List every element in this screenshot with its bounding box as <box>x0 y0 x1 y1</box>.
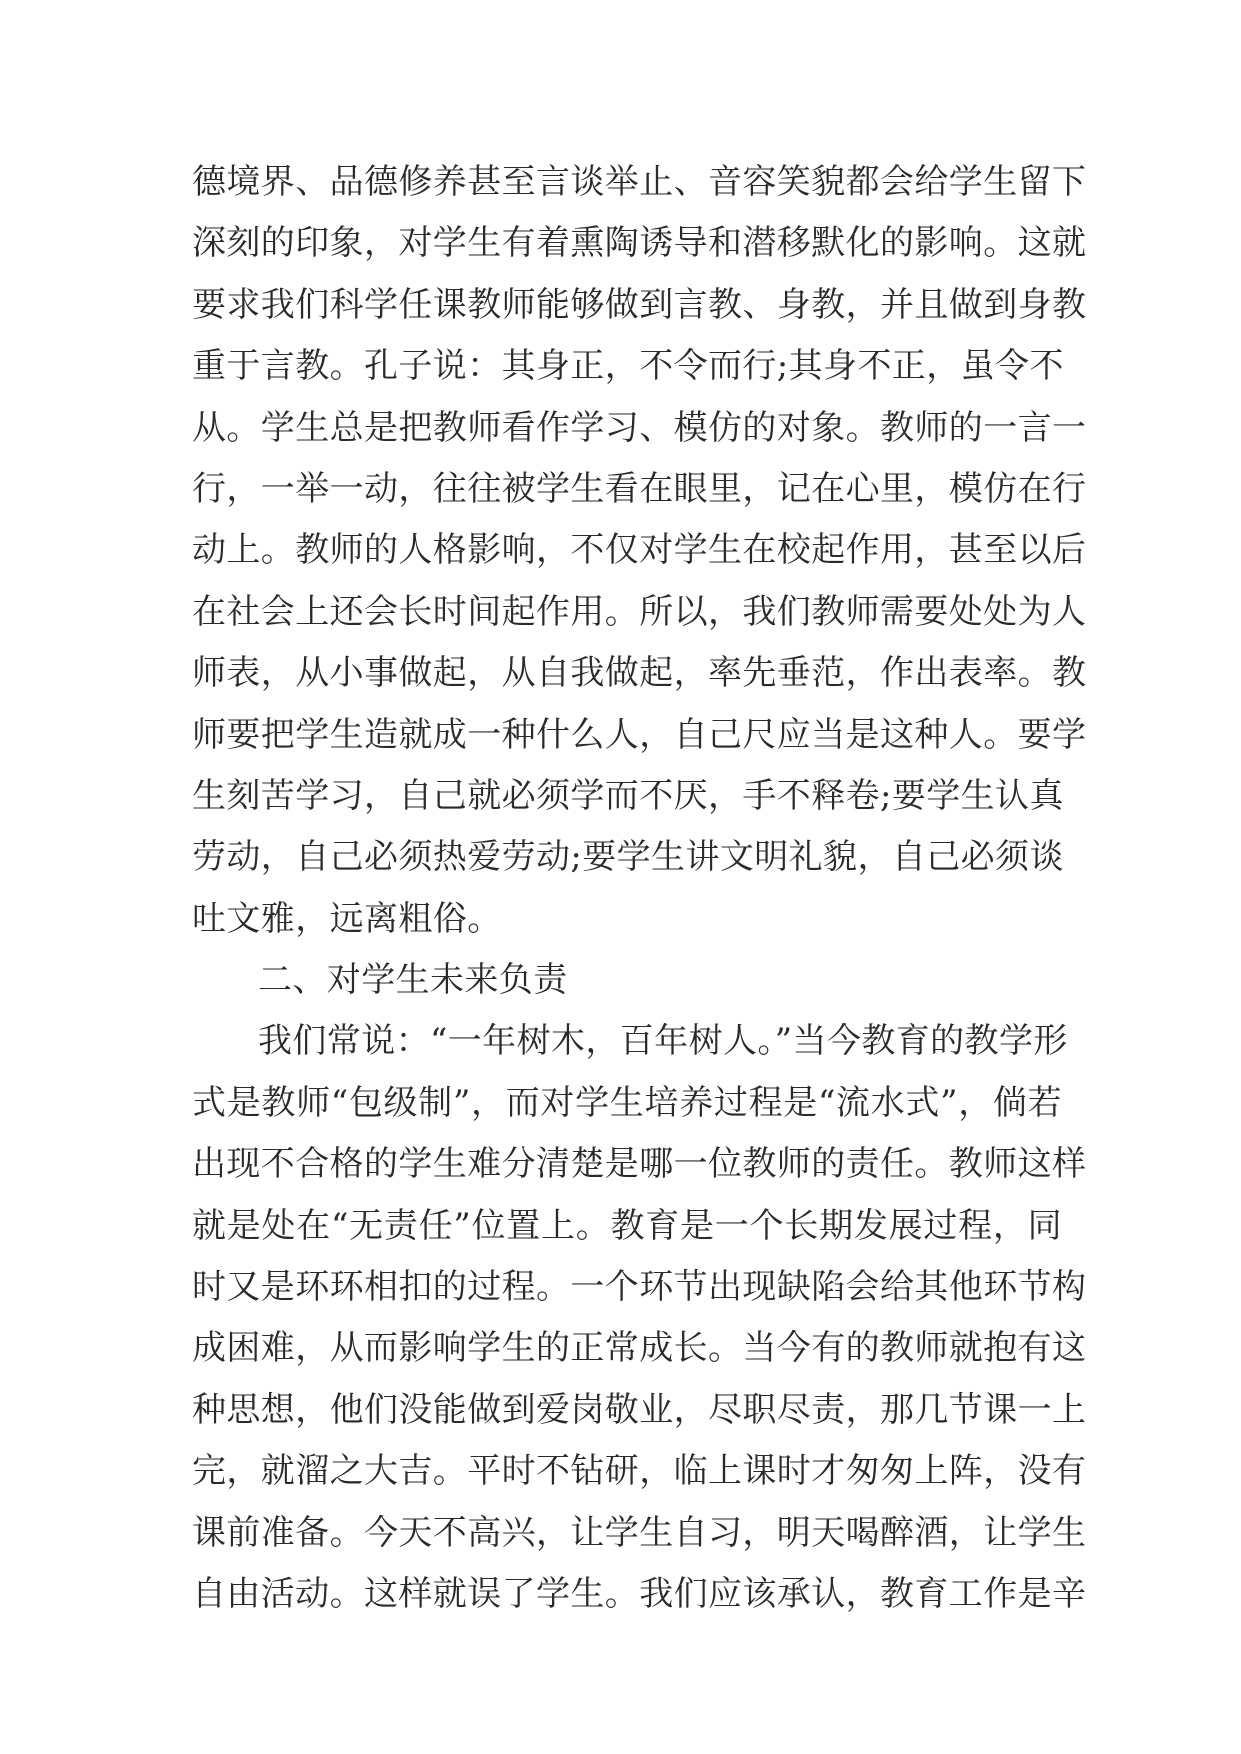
text-line: 成困难，从而影响学生的正常成长。当今有的教师就抱有这 <box>192 1328 1087 1369</box>
body-text <box>192 152 1087 1625</box>
text-line: 种思想，他们没能做到爱岗敬业，尽职尽责，那几节课一上 <box>192 1389 1087 1430</box>
section-heading: 二、对学生未来负责 <box>258 960 568 1001</box>
text-line: 德境界、品德修养甚至言谈举止、音容笑貌都会给学生留下 <box>192 162 1087 202</box>
paragraph-first-line: 我们常说：“一年树木，百年树人。”当今教育的教学形 <box>258 1021 1068 1062</box>
text-line: 从。学生总是把教师看作学习、模仿的对象。教师的一言一 <box>192 407 1087 448</box>
text-line: 吐文雅，远离粗俗。 <box>192 898 502 939</box>
text-line: 动上。教师的人格影响，不仅对学生在校起作用，甚至以后 <box>192 530 1087 571</box>
text-line: 劳动，自己必须热爱劳动;要学生讲文明礼貌，自己必须谈 <box>192 837 1064 878</box>
text-line: 师表，从小事做起，从自我做起，率先垂范，作出表率。教 <box>192 653 1087 694</box>
text-line: 在社会上还会长时间起作用。所以，我们教师需要处处为人 <box>192 591 1087 632</box>
text-line: 就是处在“无责任”位置上。教育是一个长期发展过程，同 <box>192 1205 1062 1246</box>
text-line: 时又是环环相扣的过程。一个环节出现缺陷会给其他环节构 <box>192 1267 1087 1308</box>
text-line: 重于言教。孔子说：其身正，不令而行;其身不正，虽令不 <box>192 346 1064 387</box>
text-line: 出现不合格的学生难分清楚是哪一位教师的责任。教师这样 <box>192 1144 1087 1185</box>
text-line: 式是教师“包级制”，而对学生培养过程是“流水式”，倘若 <box>192 1082 1062 1123</box>
text-line: 完，就溜之大吉。平时不钻研，临上课时才匆匆上阵，没有 <box>192 1451 1087 1492</box>
text-line: 课前准备。今天不高兴，让学生自习，明天喝醉酒，让学生 <box>192 1512 1087 1553</box>
text-line: 生刻苦学习，自己就必须学而不厌，手不释卷;要学生认真 <box>192 775 1064 816</box>
text-line: 行，一举一动，往往被学生看在眼里，记在心里，模仿在行 <box>192 468 1087 509</box>
text-line: 师要把学生造就成一种什么人，自己尺应当是这种人。要学 <box>192 714 1087 755</box>
text-line: 要求我们科学任课教师能够做到言教、身教，并且做到身教 <box>192 284 1087 325</box>
text-line: 自由活动。这样就误了学生。我们应该承认，教育工作是辛 <box>192 1573 1087 1614</box>
text-line: 深刻的印象，对学生有着熏陶诱导和潜移默化的影响。这就 <box>192 223 1087 264</box>
